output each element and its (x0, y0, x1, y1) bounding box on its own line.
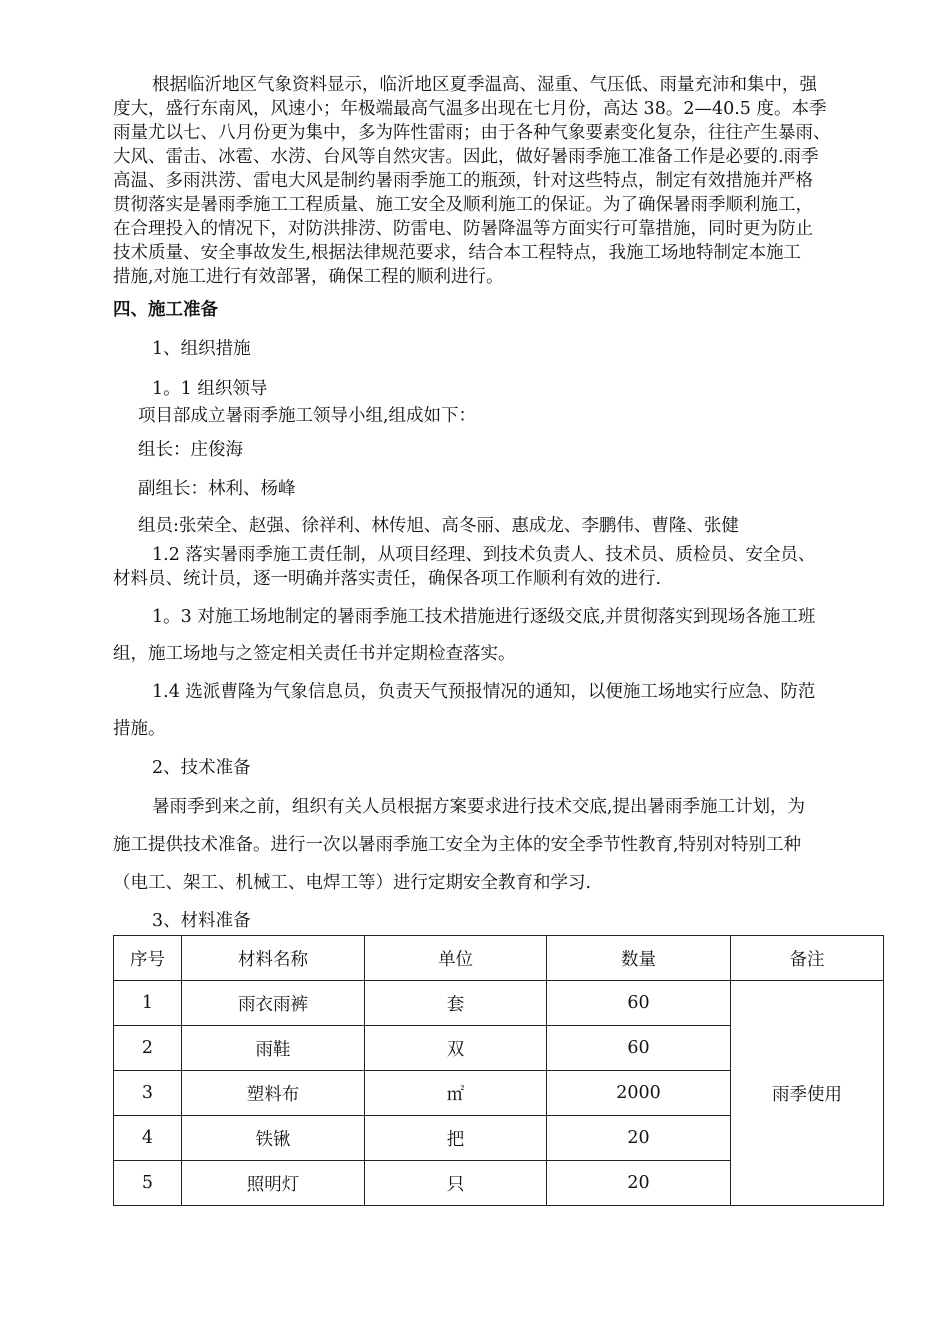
cell-unit: 把 (365, 1116, 547, 1161)
header-qty: 数量 (547, 936, 731, 981)
cell-qty: 60 (547, 981, 731, 1026)
intro-line: 根据临沂地区气象资料显示，临沂地区夏季温高、湿重、气压低、雨量充沛和集中，强 (152, 75, 817, 95)
cell-unit: 套 (365, 981, 547, 1026)
cell-seq: 2 (114, 1026, 182, 1071)
intro-line: 技术质量、安全事故发生,根据法律规范要求，结合本工程特点，我施工场地特制定本施工 (113, 243, 802, 263)
cell-unit: 只 (365, 1161, 547, 1206)
org-p1-2: 材料员、统计员，逐一明确并落实责任，确保各项工作顺利有效的进行. (113, 569, 662, 589)
cell-qty: 2000 (547, 1071, 731, 1116)
cell-qty: 20 (547, 1116, 731, 1161)
header-name: 材料名称 (182, 936, 365, 981)
cell-seq: 3 (114, 1071, 182, 1116)
header-unit: 单位 (365, 936, 547, 981)
intro-line: 在合理投入的情况下，对防洪排涝、防雷电、防暑降温等方面实行可靠措施，同时更为防止 (113, 219, 813, 239)
cell-remark: 雨季使用 (731, 981, 884, 1206)
intro-line: 措施,对施工进行有效部署，确保工程的顺利进行。 (113, 267, 504, 287)
org-leader: 组长：庄俊海 (138, 440, 243, 460)
org-sub-1-1: 1。1 组织领导 (152, 379, 268, 399)
intro-line: 贯彻落实是暑雨季施工工程质量、施工安全及顺利施工的保证。为了确保暑雨季顺利施工， (113, 195, 813, 215)
cell-qty: 20 (547, 1161, 731, 1206)
org-p1-3: 组，施工场地与之签定相关责任书并定期检查落实。 (113, 644, 516, 664)
cell-seq: 1 (114, 981, 182, 1026)
org-deputy: 副组长：林利、杨峰 (138, 479, 296, 499)
cell-name: 照明灯 (182, 1161, 365, 1206)
org-p1-4: 1.4 选派曹隆为气象信息员，负责天气预报情况的通知，以便施工场地实行应急、防范 (152, 682, 816, 702)
tech-title: 2、技术准备 (152, 758, 251, 778)
intro-line: 雨量尤以七、八月份更为集中，多为阵性雷雨；由于各种气象要素变化复杂，往往产生暴雨、 (113, 123, 831, 143)
table-header-row (114, 936, 884, 981)
org-p1-4: 措施。 (113, 719, 166, 739)
cell-name: 塑料布 (182, 1071, 365, 1116)
org-title: 1、组织措施 (152, 339, 251, 359)
intro-line: 度大，盛行东南风，风速小；年极端最高气温多出现在七月份，高达 38。2—40.5 度。本季 (113, 99, 827, 119)
cell-name: 雨鞋 (182, 1026, 365, 1071)
cell-name: 铁锹 (182, 1116, 365, 1161)
org-group-intro: 项目部成立暑雨季施工领导小组,组成如下： (138, 406, 477, 426)
org-p1-3: 1。3 对施工场地制定的暑雨季施工技术措施进行逐级交底,并贯彻落实到现场各施工班 (152, 607, 816, 627)
tech-paragraph: 施工提供技术准备。进行一次以暑雨季施工安全为主体的安全季节性教育,特别对特别工种 (113, 835, 802, 855)
materials-title: 3、材料准备 (152, 911, 251, 931)
cell-unit: 双 (365, 1026, 547, 1071)
cell-seq: 5 (114, 1161, 182, 1206)
header-remark: 备注 (731, 936, 884, 981)
intro-line: 大风、雷击、冰雹、水涝、台风等自然灾害。因此，做好暑雨季施工准备工作是必要的.雨季 (113, 147, 819, 167)
cell-seq: 4 (114, 1116, 182, 1161)
table-row (114, 981, 884, 1026)
intro-line: 高温、多雨洪涝、雷电大风是制约暑雨季施工的瓶颈，针对这些特点，制定有效措施并严格 (113, 171, 813, 191)
tech-paragraph: （电工、架工、机械工、电焊工等）进行定期安全教育和学习. (113, 873, 592, 893)
cell-qty: 60 (547, 1026, 731, 1071)
org-members: 组员:张荣全、赵强、徐祥利、林传旭、高冬丽、惠成龙、李鹏伟、曹隆、张健 (138, 516, 739, 536)
cell-name: 雨衣雨裤 (182, 981, 365, 1026)
tech-paragraph: 暑雨季到来之前，组织有关人员根据方案要求进行技术交底,提出暑雨季施工计划，为 (152, 797, 806, 817)
header-seq: 序号 (114, 936, 182, 981)
org-p1-2: 1.2 落实暑雨季施工责任制，从项目经理、到技术负责人、技术员、质检员、安全员、 (152, 545, 816, 565)
section-heading: 四、施工准备 (113, 300, 218, 320)
cell-unit: ㎡ (365, 1071, 547, 1116)
materials-table (113, 935, 884, 1206)
